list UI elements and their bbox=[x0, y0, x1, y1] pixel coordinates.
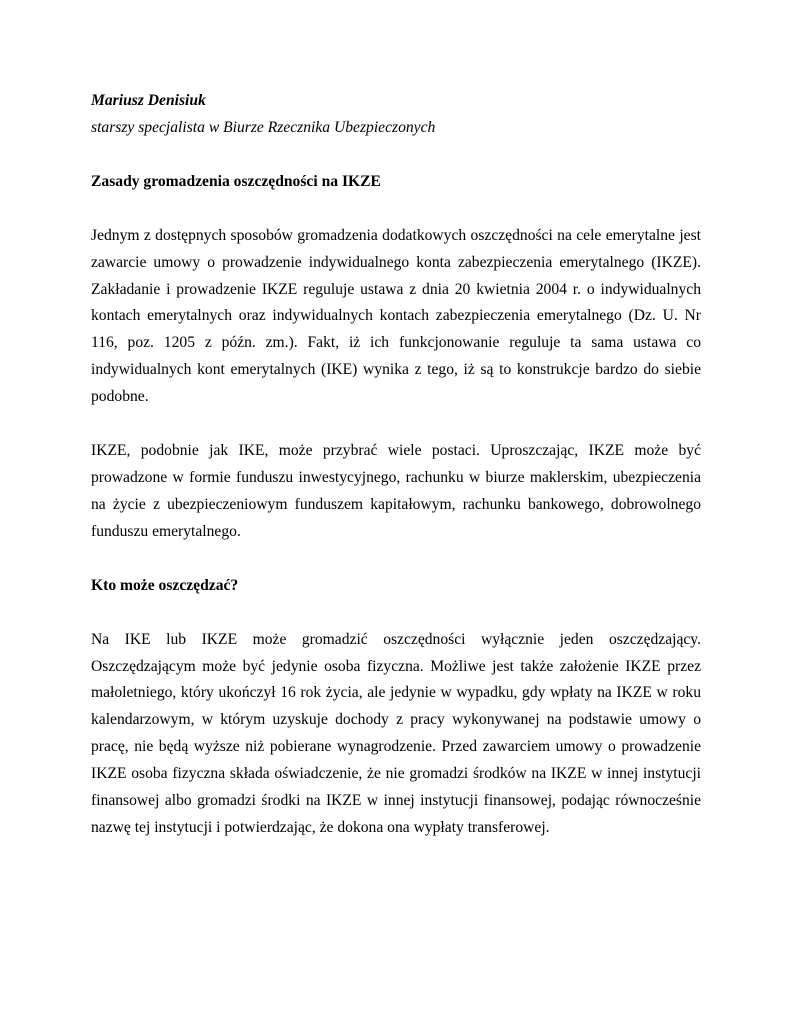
section-heading: Kto może oszczędzać? bbox=[91, 576, 239, 594]
author-name: Mariusz Denisiuk bbox=[91, 92, 206, 109]
document-title: Zasady gromadzenia oszczędności na IKZE bbox=[91, 172, 381, 190]
document-page bbox=[91, 88, 701, 842]
paragraph-who-can-save: Na IKE lub IKZE może gromadzić oszczędności wyłącznie jeden oszczędzający. Oszczędzającym może być jedynie osoba fizyczna. Możliwe jest także założenie IKZE przez małoletniego, który ukończył 16 rok życia, ale jedynie w wypadku, gdy wpłaty na IKZE w roku kalendarzowym, w którym uzyskuje dochody z pracy wykonywanej na podstawie umowy o pracę, nie będą wyższe niż pobierane wynagrodzenie. Przed zawarciem umowy o prowadzenie IKZE osoba fizyczna składa oświadczenie, że nie gromadzi środków na IKZE w innej instytucji finansowej albo gromadzi środki na IKZE w innej instytucji finansowej, podając równocześnie nazwę tej instytucji i potwierdzając, że dokona ona wypłaty transferowej. bbox=[91, 630, 701, 836]
paragraph-forms: IKZE, podobnie jak IKE, może przybrać wiele postaci. Uproszczając, IKZE może być prowadzone w formie funduszu inwestycyjnego, rachunku w biurze maklerskim, ubezpieczenia na życie z ubezpieczeniowym funduszem kapitałowym, rachunku bankowego, dobrowolnego funduszu emerytalnego. bbox=[91, 442, 701, 540]
paragraph-intro: Jednym z dostępnych sposobów gromadzenia dodatkowych oszczędności na cele emerytalne jest zawarcie umowy o prowadzenie indywidualnego konta zabezpieczenia emerytalnego (IKZE). Zakładanie i prowadzenie IKZE reguluje ustawa z dnia 20 kwietnia 2004 r. o indywidualnych kontach emerytalnych oraz indywidualnych kontach zabezpieczenia emerytalnego (Dz. U. Nr 116, poz. 1205 z późn. zm.). Fakt, iż ich funkcjonowanie reguluje ta sama ustawa co indywidualnych kont emerytalnych (IKE) wynika z tego, iż są to konstrukcje bardzo do siebie podobne. bbox=[91, 226, 701, 406]
author-role: starszy specjalista w Biurze Rzecznika Ubezpieczonych bbox=[91, 118, 436, 136]
